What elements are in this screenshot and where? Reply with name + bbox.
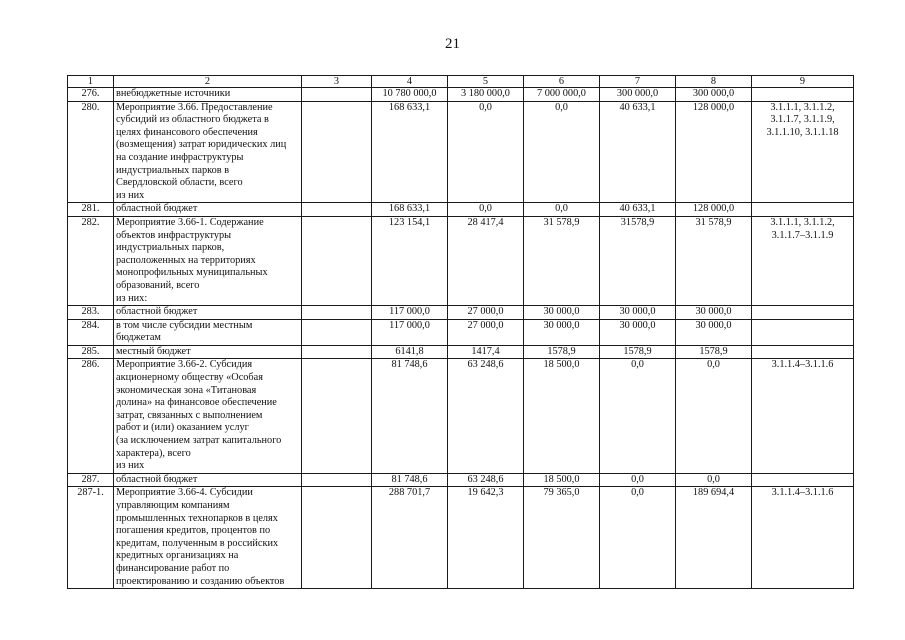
cell-line: кредитам, полученным в российских — [116, 537, 279, 549]
cell-line: проектированию и созданию объектов — [116, 575, 285, 587]
cell-line: 3.1.1.7, 3.1.1.9, — [770, 114, 835, 126]
cell-line: долина» на финансовое обеспечение — [116, 397, 277, 409]
table-row — [68, 306, 854, 320]
amount-cell-c5: 63 248,6 — [448, 473, 524, 487]
cell-line: из них — [116, 189, 145, 201]
cell-line: областной бюджет — [116, 473, 198, 485]
cell-line: 3.1.1.4–3.1.1.6 — [771, 487, 834, 499]
cell-line: Мероприятие 3.66-1. Содержание — [116, 216, 264, 228]
cell-line: субсидий из областного бюджета в — [116, 114, 269, 126]
amount-cell-c7: 0,0 — [600, 487, 676, 589]
row-number: 280. — [68, 101, 114, 203]
cell-line: расположенных на территориях — [116, 254, 256, 266]
cell-line: Свердловской области, всего — [116, 177, 243, 189]
cell-line: из них — [116, 460, 145, 472]
column-number-cell: 1 — [68, 76, 114, 88]
amount-cell-c4: 123 154,1 — [372, 216, 448, 305]
row-number: 281. — [68, 203, 114, 217]
table-row — [68, 473, 854, 487]
amount-cell-c5: 27 000,0 — [448, 319, 524, 345]
amount-cell-c3 — [302, 203, 372, 217]
amount-cell-c7: 30 000,0 — [600, 319, 676, 345]
target-indicators — [752, 473, 854, 487]
cell-line: местный бюджет — [116, 345, 191, 357]
amount-cell-c4: 168 633,1 — [372, 203, 448, 217]
target-indicators — [752, 319, 854, 345]
cell-line: (за исключением затрат капитального — [116, 435, 282, 447]
target-indicators — [752, 203, 854, 217]
row-number: 286. — [68, 359, 114, 473]
amount-cell-c7: 30 000,0 — [600, 306, 676, 320]
cell-line: 3.1.1.7–3.1.1.9 — [771, 229, 834, 241]
target-indicators — [752, 306, 854, 320]
amount-cell-c5: 28 417,4 — [448, 216, 524, 305]
row-number: 282. — [68, 216, 114, 305]
table-row — [68, 345, 854, 359]
amount-cell-c7: 0,0 — [600, 473, 676, 487]
cell-line: 3.1.1.1, 3.1.1.2, — [770, 101, 835, 113]
amount-cell-c3 — [302, 319, 372, 345]
target-indicators — [752, 487, 854, 589]
amount-cell-c3 — [302, 359, 372, 473]
column-number-cell: 2 — [114, 76, 302, 88]
amount-cell-c5: 1417,4 — [448, 345, 524, 359]
target-indicators — [752, 101, 854, 203]
amount-cell-c5: 0,0 — [448, 101, 524, 203]
cell-line: 3.1.1.10, 3.1.1.18 — [766, 126, 839, 138]
cell-line: объектов инфраструктуры — [116, 229, 232, 241]
column-number-cell: 9 — [752, 76, 854, 88]
cell-line: управляющим компаниям — [116, 500, 230, 511]
cell-line: погашения кредитов, процентов по — [116, 525, 271, 537]
cell-line: 3.1.1.4–3.1.1.6 — [771, 359, 834, 371]
amount-cell-c8: 1578,9 — [676, 345, 752, 359]
column-number-cell: 3 — [302, 76, 372, 88]
row-description — [114, 487, 302, 589]
table-row — [68, 203, 854, 217]
amount-cell-c7: 40 633,1 — [600, 203, 676, 217]
table-row — [68, 101, 854, 203]
amount-cell-c8: 189 694,4 — [676, 487, 752, 589]
row-description — [114, 319, 302, 345]
cell-line: бюджетам — [116, 332, 161, 344]
amount-cell-c4: 10 780 000,0 — [372, 88, 448, 102]
target-indicators — [752, 216, 854, 305]
cell-line: (возмещения) затрат юридических лиц — [116, 139, 287, 151]
column-number-cell: 6 — [524, 76, 600, 88]
table-row — [68, 88, 854, 102]
cell-line: Мероприятие 3.66-4. Субсидии — [116, 487, 253, 499]
amount-cell-c6: 31 578,9 — [524, 216, 600, 305]
column-number-cell: 5 — [448, 76, 524, 88]
amount-cell-c7: 0,0 — [600, 359, 676, 473]
amount-cell-c8: 30 000,0 — [676, 306, 752, 320]
row-number: 287-1. — [68, 487, 114, 589]
amount-cell-c8: 31 578,9 — [676, 216, 752, 305]
row-description — [114, 306, 302, 320]
table-row — [68, 487, 854, 589]
cell-line: индустриальных парков, — [116, 242, 225, 254]
amount-cell-c6: 30 000,0 — [524, 319, 600, 345]
row-description — [114, 101, 302, 203]
amount-cell-c8: 0,0 — [676, 359, 752, 473]
cell-line: областной бюджет — [116, 203, 198, 215]
cell-line: целях финансового обеспечения — [116, 126, 258, 138]
target-indicators — [752, 88, 854, 102]
amount-cell-c6: 79 365,0 — [524, 487, 600, 589]
amount-cell-c3 — [302, 216, 372, 305]
row-number: 283. — [68, 306, 114, 320]
row-description — [114, 203, 302, 217]
cell-line: монопрофильных муниципальных — [116, 267, 268, 279]
row-number: 284. — [68, 319, 114, 345]
amount-cell-c8: 128 000,0 — [676, 101, 752, 203]
amount-cell-c8: 128 000,0 — [676, 203, 752, 217]
amount-cell-c4: 117 000,0 — [372, 306, 448, 320]
amount-cell-c6: 0,0 — [524, 203, 600, 217]
column-number-row — [68, 76, 854, 88]
column-number-cell: 8 — [676, 76, 752, 88]
column-number-cell: 4 — [372, 76, 448, 88]
amount-cell-c5: 27 000,0 — [448, 306, 524, 320]
amount-cell-c6: 1578,9 — [524, 345, 600, 359]
cell-line: финансирование работ по — [116, 562, 230, 574]
row-number: 287. — [68, 473, 114, 487]
row-description — [114, 216, 302, 305]
cell-line: затрат, связанных с выполнением — [116, 409, 263, 421]
amount-cell-c3 — [302, 88, 372, 102]
amount-cell-c4: 6141,8 — [372, 345, 448, 359]
amount-cell-c3 — [302, 487, 372, 589]
amount-cell-c5: 0,0 — [448, 203, 524, 217]
column-number-cell: 7 — [600, 76, 676, 88]
amount-cell-c6: 0,0 — [524, 101, 600, 203]
cell-line: промышленных технопарков в целях — [116, 512, 278, 524]
amount-cell-c5: 63 248,6 — [448, 359, 524, 473]
amount-cell-c3 — [302, 101, 372, 203]
target-indicators — [752, 345, 854, 359]
cell-line: областной бюджет — [116, 306, 198, 318]
cell-line: на создание инфраструктуры — [116, 151, 244, 163]
amount-cell-c3 — [302, 345, 372, 359]
cell-line: в том числе субсидии местным — [116, 319, 253, 331]
row-description — [114, 345, 302, 359]
target-indicators — [752, 359, 854, 473]
row-number: 285. — [68, 345, 114, 359]
cell-line: индустриальных парков в — [116, 164, 230, 176]
amount-cell-c4: 288 701,7 — [372, 487, 448, 589]
amount-cell-c6: 18 500,0 — [524, 473, 600, 487]
amount-cell-c6: 7 000 000,0 — [524, 88, 600, 102]
row-description — [114, 473, 302, 487]
amount-cell-c8: 30 000,0 — [676, 319, 752, 345]
amount-cell-c4: 81 748,6 — [372, 359, 448, 473]
table-row — [68, 359, 854, 473]
table-row — [68, 216, 854, 305]
amount-cell-c7: 31578,9 — [600, 216, 676, 305]
cell-line: образований, всего — [116, 279, 200, 291]
page-number: 21 — [445, 36, 460, 52]
amount-cell-c4: 81 748,6 — [372, 473, 448, 487]
amount-cell-c3 — [302, 306, 372, 320]
cell-line: работ и (или) оказанием услуг — [116, 422, 249, 434]
row-number: 276. — [68, 88, 114, 102]
amount-cell-c6: 30 000,0 — [524, 306, 600, 320]
amount-cell-c5: 19 642,3 — [448, 487, 524, 589]
cell-line: акционерному обществу «Особая — [116, 372, 263, 384]
cell-line: 3.1.1.1, 3.1.1.2, — [770, 216, 835, 228]
amount-cell-c7: 1578,9 — [600, 345, 676, 359]
row-description — [114, 88, 302, 102]
amount-cell-c8: 300 000,0 — [676, 88, 752, 102]
amount-cell-c8: 0,0 — [676, 473, 752, 487]
cell-line: характера), всего — [116, 447, 191, 459]
table-row — [68, 319, 854, 345]
cell-line: Мероприятие 3.66. Предоставление — [116, 101, 273, 113]
cell-line: кредитных организациях на — [116, 550, 239, 562]
amount-cell-c7: 300 000,0 — [600, 88, 676, 102]
amount-cell-c4: 168 633,1 — [372, 101, 448, 203]
cell-line: экономическая зона «Титановая — [116, 384, 257, 396]
amount-cell-c5: 3 180 000,0 — [448, 88, 524, 102]
amount-cell-c4: 117 000,0 — [372, 319, 448, 345]
cell-line: внебюджетные источники — [116, 88, 231, 99]
amount-cell-c6: 18 500,0 — [524, 359, 600, 473]
row-description — [114, 359, 302, 473]
cell-line: из них: — [116, 292, 148, 304]
program-table — [67, 75, 854, 589]
amount-cell-c7: 40 633,1 — [600, 101, 676, 203]
amount-cell-c3 — [302, 473, 372, 487]
cell-line: Мероприятие 3.66-2. Субсидия — [116, 359, 253, 371]
